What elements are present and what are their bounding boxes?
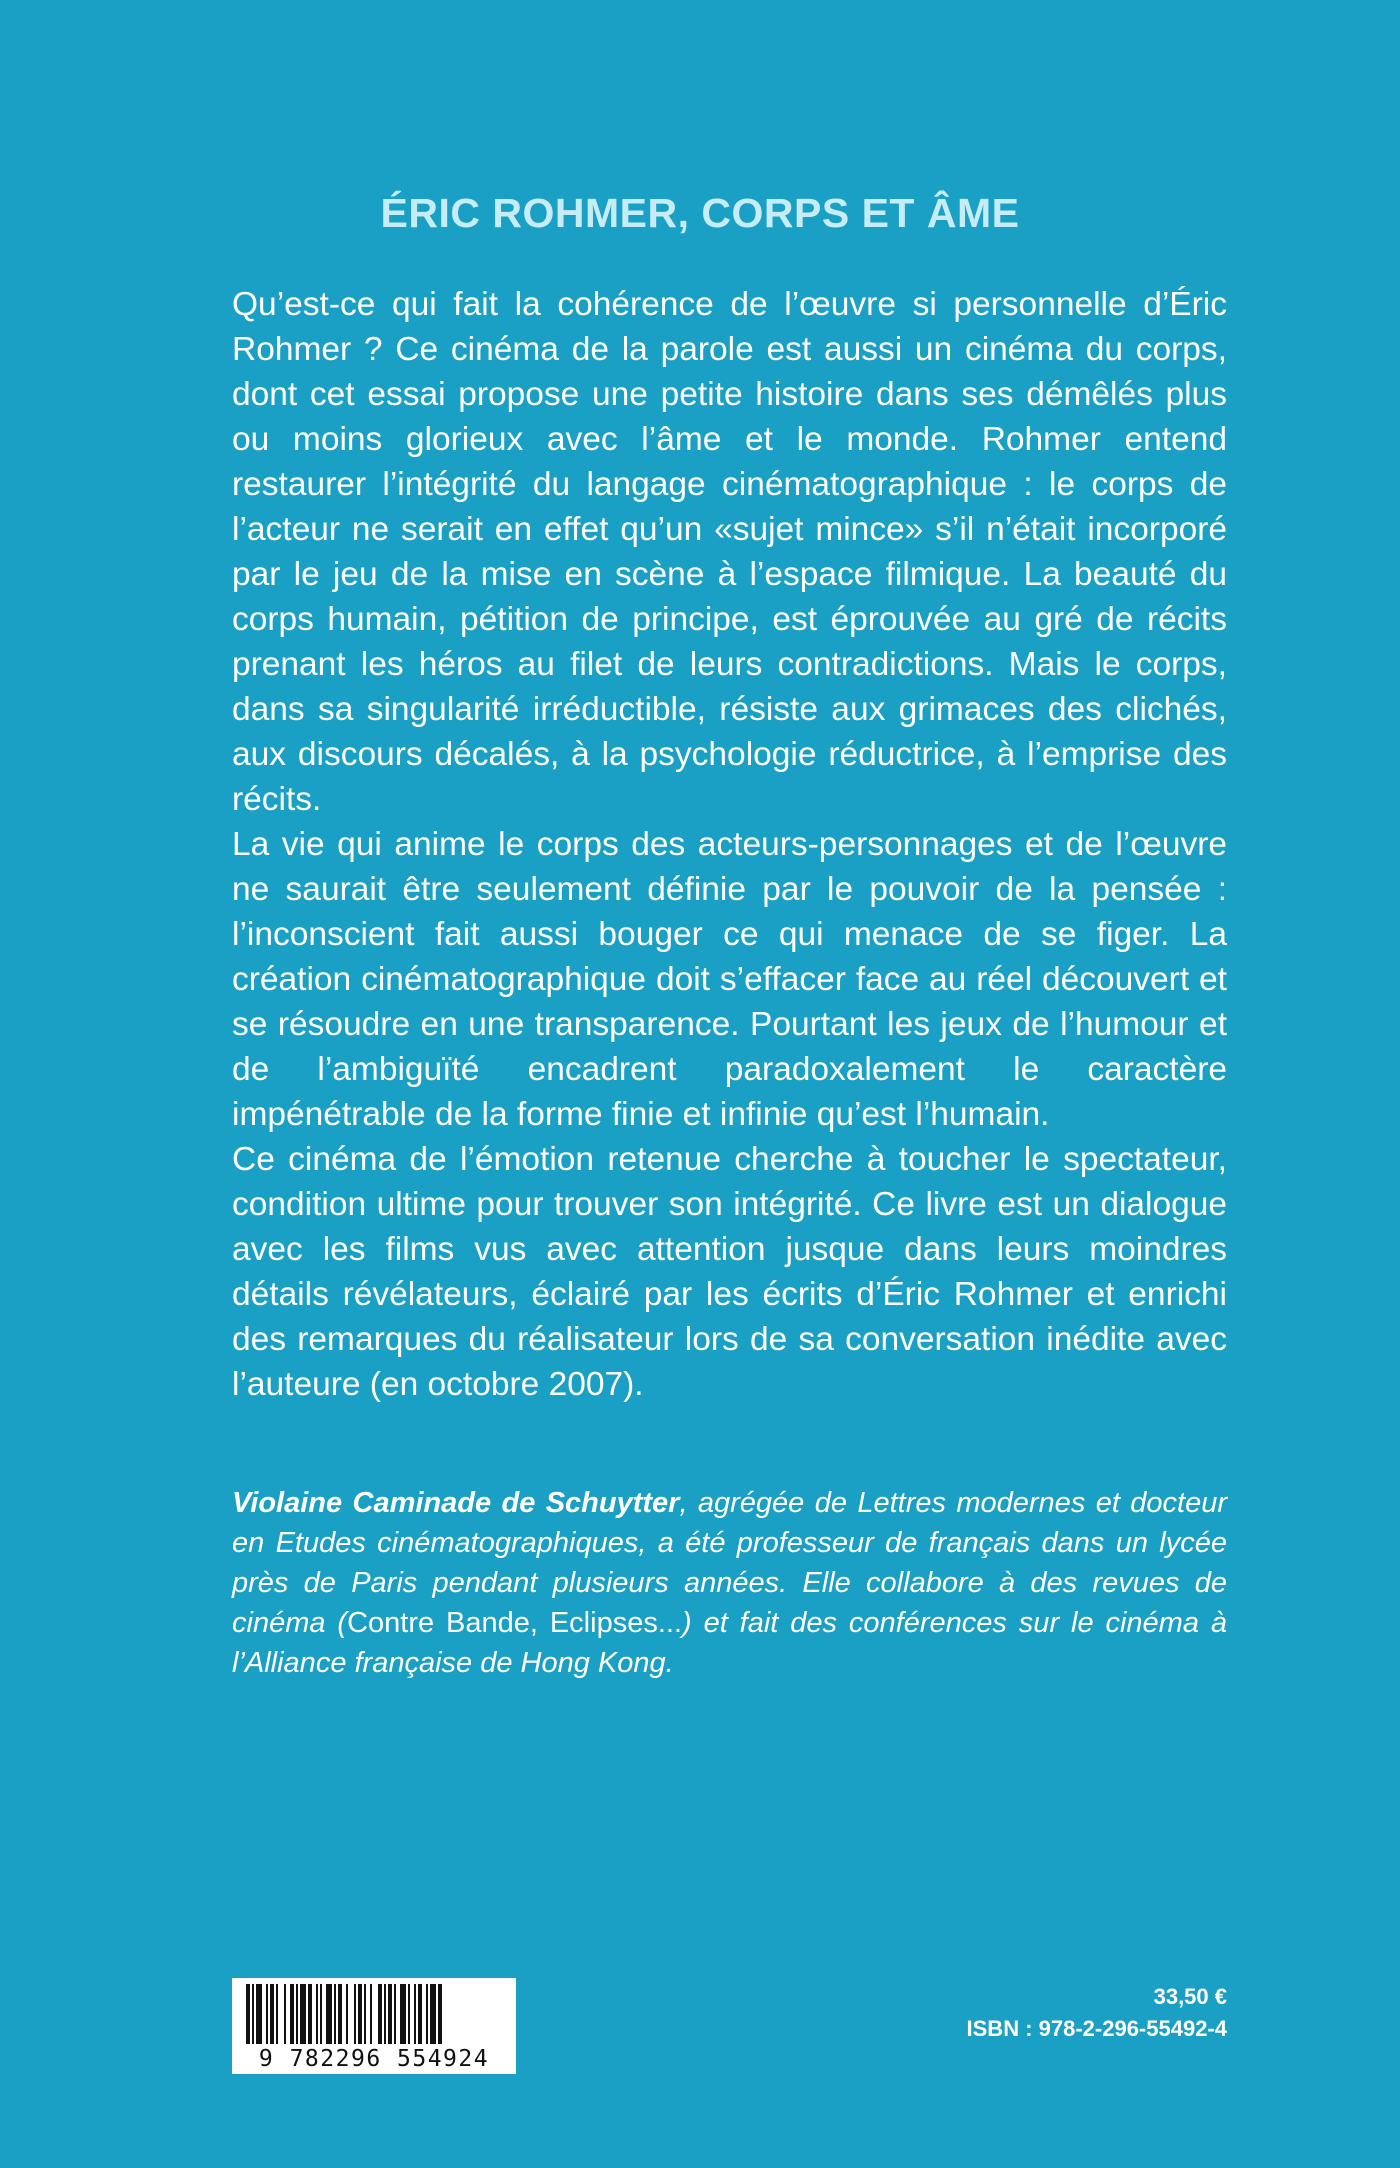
- barcode-bar: [252, 1984, 254, 2044]
- barcode-bar: [378, 1984, 382, 2044]
- barcode-bar: [354, 1984, 356, 2044]
- book-title: ÉRIC ROHMER, CORPS ET ÂME: [380, 190, 1020, 236]
- barcode-bar: [388, 1984, 392, 2044]
- barcode-bar: [358, 1984, 362, 2044]
- barcode-bar: [364, 1984, 366, 2044]
- barcode-bar: [320, 1984, 322, 2044]
- barcode: [232, 1978, 516, 2074]
- barcode-bar: [430, 1984, 436, 2044]
- barcode-bar: [316, 1984, 318, 2044]
- barcode-bar: [290, 1984, 294, 2044]
- summary-paragraph-3: Ce cinéma de l’émotion retenue cherche à toucher le spectateur, condition ultime pour trouver son intégrité. Ce livre est un dialogue avec les films vus avec attention jusque dans leurs moindres détails révélateurs, éclairé par les écrits d’Éric Rohmer et enrichi des remarques du réalisateur lors de sa conversation inédite avec l’auteure (en octobre 2007).: [232, 1141, 1227, 1403]
- barcode-bar: [346, 1984, 348, 2044]
- barcode-bar: [308, 1984, 312, 2044]
- barcode-bar: [334, 1984, 336, 2044]
- barcode-bar: [300, 1984, 306, 2044]
- barcode-bar: [370, 1984, 372, 2044]
- barcode-bar: [418, 1984, 422, 2044]
- summary-paragraph-1: Qu’est-ce qui fait la cohérence de l’œuvre si personnelle d’Éric Rohmer ? Ce cinéma de la parole est aussi un cinéma du corps, dont cet essai propose une petite histoire dans ses démêlés plus ou moins glorieux avec l’âme et le monde. Rohmer entend restaurer l’intégrité du langage cinématographique : le corps de l’acteur ne serait en effet qu’un «sujet mince» s’il n’était incorporé par le jeu de la mise en scène à l’espace filmique. La beauté du corps humain, pétition de principe, est éprouvée au gré de récits prenant les héros au filet de leurs contradictions. Mais le corps, dans sa singularité irréductible, résiste aux grimaces des clichés, aux discours décalés, à la psychologie réductrice, à l’emprise des récits.: [232, 286, 1227, 818]
- barcode-bars: [232, 1978, 516, 2048]
- barcode-bar: [276, 1984, 278, 2044]
- barcode-bar: [326, 1984, 332, 2044]
- bio-text-part-2: ) et fait des conférences sur le cinéma à l’Alliance française de Hong Kong.: [232, 1607, 1228, 1679]
- author-name: Violaine Caminade de Schuytter: [232, 1487, 680, 1519]
- barcode-bar: [414, 1984, 416, 2044]
- barcode-bar: [338, 1984, 342, 2044]
- bio-journals: Contre Bande, Eclipses...: [347, 1607, 682, 1639]
- barcode-bar: [438, 1984, 442, 2044]
- barcode-bar: [284, 1984, 286, 2044]
- barcode-bar: [400, 1984, 406, 2044]
- author-bio: [232, 1483, 1227, 1683]
- barcode-bar: [296, 1984, 298, 2044]
- bio-text-part-1: , agrégée de Lettres modernes et docteur en Etudes cinématographiques, a été professeur de français dans un lycée près de Paris pendant plusieurs années. Elle collabore à des revues de cinéma (: [232, 1487, 1227, 1639]
- barcode-bar: [246, 1984, 250, 2044]
- barcode-bar: [270, 1984, 274, 2044]
- isbn: ISBN : 978-2-296-55492-4: [966, 2016, 1227, 2041]
- barcode-bar: [394, 1984, 396, 2044]
- barcode-bar: [426, 1984, 428, 2044]
- price: 33,50 €: [1153, 1984, 1227, 2009]
- barcode-bar: [408, 1984, 410, 2044]
- barcode-bar: [384, 1984, 386, 2044]
- summary-paragraph-2: La vie qui anime le corps des acteurs-personnages et de l’œuvre ne saurait être seulement définie par le pouvoir de la pensée : l’inconscient fait aussi bouger ce qui menace de se figer. La création cinématographique doit s’effacer face au réel découvert et se résoudre en une transparence. Pourtant les jeux de l’humour et de l’ambiguïté encadrent paradoxalement le caractère impénétrable de la forme finie et infinie qu’est l’humain.: [232, 826, 1227, 1133]
- barcode-bar: [256, 1984, 262, 2044]
- summary-text: [232, 282, 1227, 1407]
- barcode-bar: [266, 1984, 268, 2044]
- barcode-digits: 9 782296 554924: [258, 2046, 490, 2072]
